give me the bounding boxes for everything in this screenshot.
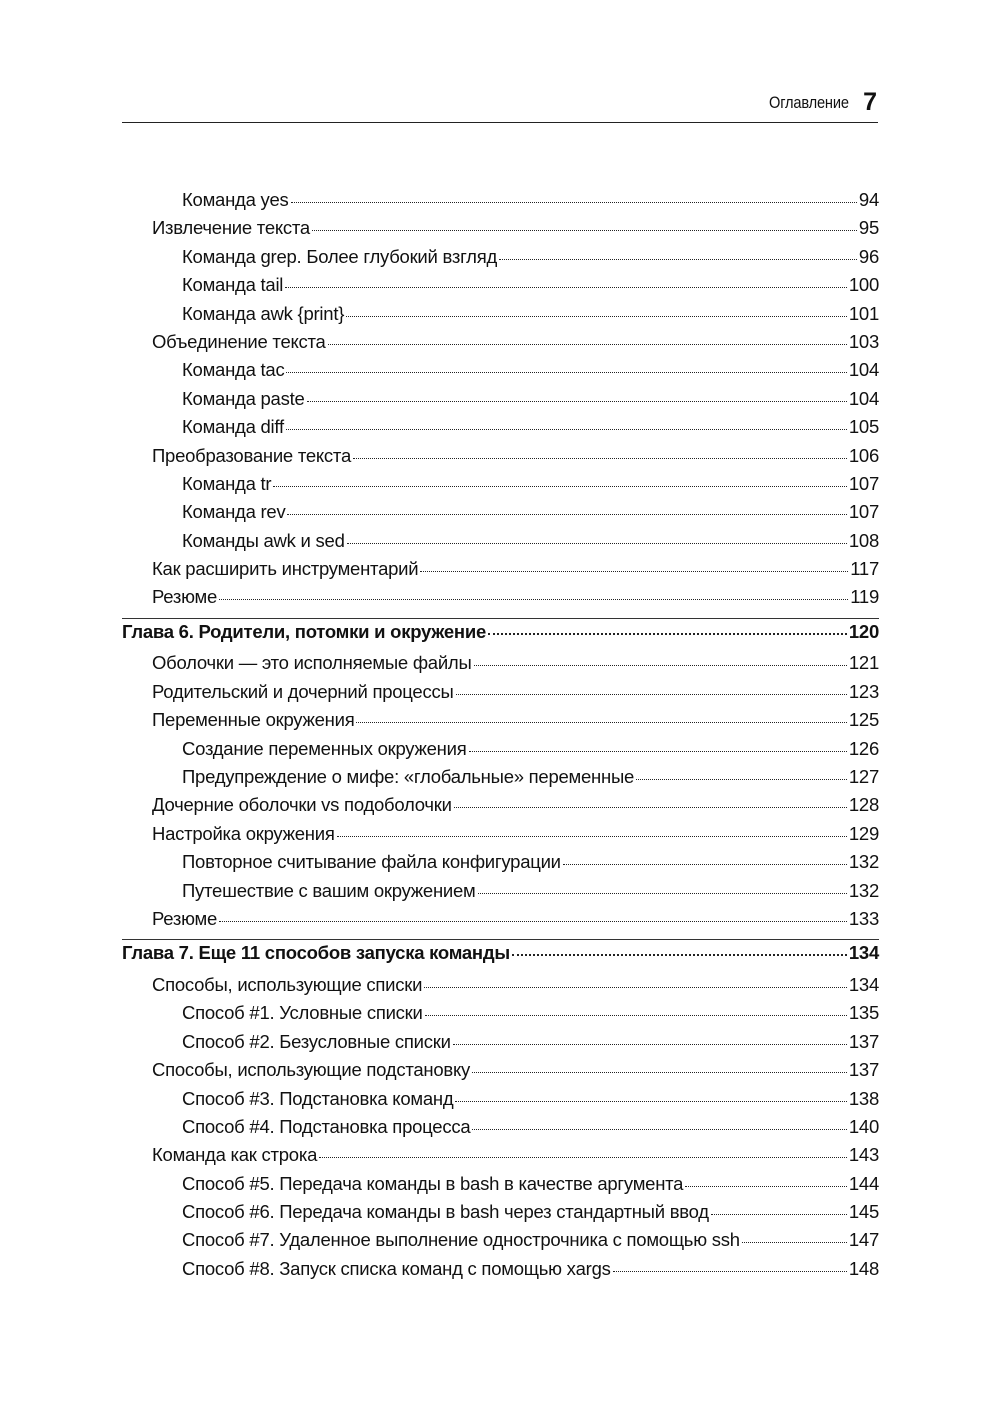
toc-entry-page: 105 [848,416,879,438]
toc-chapter-entry [122,939,879,971]
toc-entry [122,1088,879,1116]
dot-leader [453,1044,847,1045]
toc-entry-page: 132 [848,879,879,901]
toc-entry-page: 95 [858,217,879,239]
toc-entry-title: Оболочки — это исполняемые файлы [152,652,472,674]
toc-entry [122,1201,879,1229]
toc-entry-page: 106 [848,444,879,466]
toc-entry [122,851,879,879]
toc-entry-page: 126 [848,737,879,759]
dot-leader [420,571,848,572]
toc-entry-page: 100 [848,274,879,296]
toc-entry-page: 132 [848,851,879,873]
toc-entry-page: 123 [848,680,879,702]
toc-entry-title: Путешествие с вашим окружением [182,879,476,901]
toc-entry-title: Способ #8. Запуск списка команд с помощью xargs [182,1257,611,1279]
toc-entry [122,558,879,586]
toc-entry-title: Команда diff [182,416,284,438]
toc-entry-title: Повторное считывание файла конфигурации [182,851,561,873]
dot-leader [685,1186,847,1187]
dot-leader [456,694,847,695]
toc-entry-title: Предупреждение о мифе: «глобальные» переменные [182,766,635,788]
toc-entry-page: 107 [848,472,879,494]
dot-leader [319,1157,847,1158]
dot-leader [312,230,857,231]
toc-entry [122,388,879,416]
dot-leader [219,921,847,922]
dot-leader [328,344,847,345]
toc-entry-page: 148 [848,1257,879,1279]
dot-leader [347,543,847,544]
toc-entry-page: 125 [848,709,879,731]
toc-entry-page: 135 [848,1002,879,1024]
dot-leader [307,401,847,402]
dot-leader [286,429,847,430]
toc-entry [122,794,879,822]
toc-entry [122,501,879,529]
dot-leader [711,1214,847,1215]
toc-entry-page: 140 [848,1115,879,1137]
toc-entry [122,880,879,908]
dot-leader [512,954,847,956]
toc-chapter-entry [122,618,879,650]
toc-entry [122,908,879,936]
toc-entry-title: Команда awk {print} [182,302,345,324]
toc-entry [122,530,879,558]
toc-entry-title: Команда tac [182,359,285,381]
dot-leader [285,287,847,288]
toc-entry [122,1116,879,1144]
toc-entry [122,1258,879,1286]
toc-entry-title: Команда tr [182,472,272,494]
toc-entry-title: Способ #1. Условные списки [182,1002,423,1024]
toc-entry-page: 137 [848,1030,879,1052]
dot-leader [425,1015,847,1016]
toc-entry-page: 101 [848,302,879,324]
dot-leader [636,779,847,780]
toc-entry [122,274,879,302]
toc-entry-title: Резюме [152,907,218,929]
toc-entry [122,303,879,331]
toc-entry-page: 120 [848,620,879,642]
toc-entry-page: 107 [848,501,879,523]
toc-entry-page: 138 [848,1087,879,1109]
toc-entry-title: Способ #6. Передача команды в bash через стандартный ввод [182,1201,709,1223]
toc-entry-page: 121 [848,652,879,674]
toc-entry-title: Преобразование текста [152,444,351,466]
dot-leader [563,864,847,865]
dot-leader [287,514,846,515]
toc-entry-title: Команда paste [182,387,305,409]
toc-entry [122,1173,879,1201]
toc-entry [122,652,879,680]
toc-entry-page: 103 [848,330,879,352]
toc-entry-title: Создание переменных окружения [182,737,467,759]
dot-leader [474,665,847,666]
toc-entry-title: Резюме [152,586,218,608]
toc-entry-title: Команда rev [182,501,286,523]
toc-entry-page: 134 [848,942,879,964]
dot-leader [356,722,846,723]
toc-entry-page: 145 [848,1201,879,1223]
dot-leader [472,1129,847,1130]
toc-entry [122,189,879,217]
running-header [122,84,878,123]
toc-entry [122,1002,879,1030]
dot-leader [219,599,848,600]
dot-leader [346,316,847,317]
toc-entry [122,445,879,473]
dot-leader [454,807,847,808]
toc-entry-page: 134 [848,973,879,995]
toc-entry [122,681,879,709]
toc-entry [122,766,879,794]
dot-leader [499,259,857,260]
dot-leader [613,1271,847,1272]
toc-entry-page: 144 [848,1172,879,1194]
toc-entry-title: Родительский и дочерний процессы [152,680,454,702]
toc-entry-page: 128 [848,794,879,816]
toc-entry-title: Способы, использующие списки [152,973,423,995]
toc-entry-title: Команда tail [182,274,284,296]
toc-entry-title: Команда yes [182,189,289,210]
toc-entry [122,709,879,737]
table-of-contents [122,189,879,1286]
toc-entry [122,473,879,501]
toc-entry-page: 96 [858,245,879,267]
dot-leader [424,987,847,988]
toc-entry-title: Способ #4. Подстановка процесса [182,1115,471,1137]
toc-entry [122,1144,879,1172]
toc-entry-title: Объединение текста [152,330,326,352]
toc-entry-title: Команда grep. Более глубокий взгляд [182,245,498,267]
toc-entry [122,246,879,274]
dot-leader [353,458,847,459]
toc-entry [122,738,879,766]
toc-entry [122,1059,879,1087]
dot-leader [286,372,846,373]
dot-leader [291,202,857,203]
dot-leader [478,893,847,894]
toc-entry-title: Способ #2. Безусловные списки [182,1030,451,1052]
toc-entry-page: 133 [848,907,879,929]
toc-entry-title: Переменные окружения [152,709,355,731]
dot-leader [472,1072,847,1073]
toc-entry-title: Команды awk и sed [182,529,345,551]
toc-entry-page: 147 [848,1229,879,1251]
toc-entry-page: 117 [850,558,879,580]
dot-leader [742,1242,847,1243]
toc-entry-page: 104 [848,359,879,381]
toc-entry-page: 143 [848,1144,879,1166]
toc-entry-title: Способ #5. Передача команды в bash в качестве аргумента [182,1172,684,1194]
toc-entry-title: Глава 7. Еще 11 способов запуска команды [122,942,510,964]
toc-entry-title: Глава 6. Родители, потомки и окружение [122,620,487,642]
toc-entry-title: Извлечение текста [152,217,310,239]
toc-entry [122,359,879,387]
toc-entry [122,1031,879,1059]
toc-entry-page: 108 [848,529,879,551]
toc-entry [122,586,879,614]
toc-entry [122,974,879,1002]
toc-entry [122,217,879,245]
dot-leader [469,751,847,752]
toc-entry [122,1229,879,1257]
toc-entry-title: Способ #7. Удаленное выполнение однострочника с помощью ssh [182,1229,740,1251]
toc-entry-title: Дочерние оболочки vs подоболочки [152,794,452,816]
toc-entry-page: 127 [848,766,879,788]
toc-entry-page: 137 [848,1059,879,1081]
toc-entry [122,331,879,359]
toc-entry-title: Способ #3. Подстановка команд [182,1087,454,1109]
toc-entry-page: 129 [848,822,879,844]
dot-leader [488,633,847,635]
toc-entry-title: Как расширить инструментарий [152,558,419,580]
toc-entry-title: Команда как строка [152,1144,318,1166]
toc-entry-title: Настройка окружения [152,822,335,844]
running-header-title: Оглавление [769,93,850,112]
toc-entry-page: 119 [850,586,879,608]
page-number: 7 [863,88,877,116]
dot-leader [337,836,847,837]
toc-entry-page: 104 [848,387,879,409]
toc-entry-page: 94 [858,189,879,210]
dot-leader [273,486,847,487]
toc-entry-title: Способы, использующие подстановку [152,1059,471,1081]
toc-entry [122,823,879,851]
dot-leader [455,1101,846,1102]
toc-entry [122,416,879,444]
